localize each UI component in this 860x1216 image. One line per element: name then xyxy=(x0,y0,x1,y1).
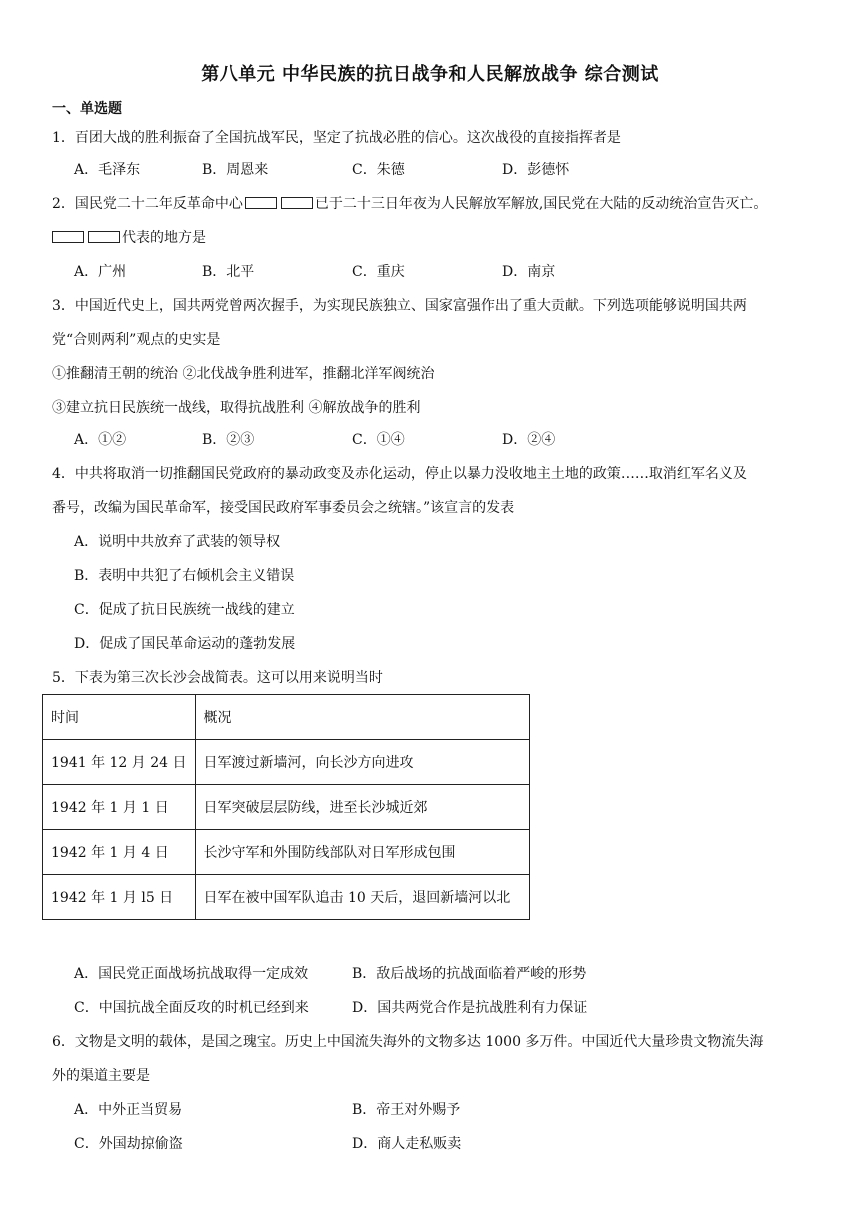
question-4-stem: 4．中共将取消一切推翻国民党政府的暴动政变及赤化运动，停止以暴力没收地主土地的政策……取消红军名义及 xyxy=(52,466,747,482)
table-header-row xyxy=(43,695,530,740)
q2-stem-part-c: 代表的地方是 xyxy=(122,230,206,246)
table-cell: 1941 年 12 月 24 日 xyxy=(43,740,196,785)
table-header-cell: 时间 xyxy=(43,695,196,740)
q5-option-c: C．中国抗战全面反攻的时机已经到来 xyxy=(74,1000,309,1016)
q4-option-c: C．促成了抗日民族统一战线的建立 xyxy=(74,602,295,618)
q2-option-b: B．北平 xyxy=(202,264,255,280)
q4-option-d: D．促成了国民革命运动的蓬勃发展 xyxy=(74,636,296,652)
blank-box xyxy=(281,197,313,209)
q4-option-a: A．说明中共放弃了武装的领导权 xyxy=(74,534,281,550)
question-3-stem: 3．中国近代史上，国共两党曾两次握手，为实现民族独立、国家富强作出了重大贡献。下列选项能够说明国共两 xyxy=(52,298,747,314)
battle-summary-table xyxy=(42,694,530,920)
q6-option-d: D．商人走私贩卖 xyxy=(352,1136,462,1152)
blank-box xyxy=(245,197,277,209)
table-cell: 1942 年 1 月 4 日 xyxy=(43,830,196,875)
table-header-cell: 概况 xyxy=(195,695,529,740)
table-cell: 日军在被中国军队追击 10 天后，退回新墙河以北 xyxy=(195,875,529,920)
table-row xyxy=(43,875,530,920)
table-cell: 1942 年 1 月 1 日 xyxy=(43,785,196,830)
question-2-stem-cont xyxy=(52,228,206,248)
table-cell: 日军突破层层防线，进至长沙城近郊 xyxy=(195,785,529,830)
q2-option-d: D．南京 xyxy=(502,264,556,280)
q2-stem-part-a: 2．国民党二十二年反革命中心 xyxy=(52,196,243,212)
question-5-stem: 5．下表为第三次长沙会战简表。这可以用来说明当时 xyxy=(52,670,383,686)
q1-option-c: C．朱德 xyxy=(352,162,405,178)
table-cell: 长沙守军和外围防线部队对日军形成包围 xyxy=(195,830,529,875)
blank-box xyxy=(88,231,120,243)
question-3-stem-cont: 党“合则两利”观点的史实是 xyxy=(52,332,221,348)
q3-statement-line-1: ①推翻清王朝的统治 ②北伐战争胜利进军，推翻北洋军阀统治 xyxy=(52,366,435,382)
table-row xyxy=(43,785,530,830)
q3-option-b: B．②③ xyxy=(202,432,255,448)
q6-option-a: A．中外正当贸易 xyxy=(74,1102,183,1118)
q5-option-b: B．敌后战场的抗战面临着严峻的形势 xyxy=(352,966,587,982)
q6-option-c: C．外国劫掠偷盗 xyxy=(74,1136,183,1152)
q3-option-c: C．①④ xyxy=(352,432,405,448)
q3-option-d: D．②④ xyxy=(502,432,556,448)
blank-box xyxy=(52,231,84,243)
q2-option-c: C．重庆 xyxy=(352,264,405,280)
q1-option-b: B．周恩来 xyxy=(202,162,269,178)
q2-stem-part-b: 已于二十三日年夜为人民解放军解放,国民党在大陆的反动统治宣告灭亡。 xyxy=(314,196,768,212)
q3-statement-line-2: ③建立抗日民族统一战线，取得抗战胜利 ④解放战争的胜利 xyxy=(52,400,421,416)
q4-option-b: B．表明中共犯了右倾机会主义错误 xyxy=(74,568,295,584)
question-6-stem: 6．文物是文明的载体，是国之瑰宝。历史上中国流失海外的文物多达 1000 多万件。中国近代大量珍贵文物流失海 xyxy=(52,1034,764,1050)
q2-option-a: A．广州 xyxy=(74,264,127,280)
question-6-stem-cont: 外的渠道主要是 xyxy=(52,1068,150,1084)
q6-option-b: B．帝王对外赐予 xyxy=(352,1102,461,1118)
table-cell: 日军渡过新墙河，向长沙方向进攻 xyxy=(195,740,529,785)
question-1-stem: 1．百团大战的胜利振奋了全国抗战军民，坚定了抗战必胜的信心。这次战役的直接指挥者是 xyxy=(52,130,621,146)
q1-option-d: D．彭德怀 xyxy=(502,162,570,178)
question-4-stem-cont: 番号，改编为国民革命军，接受国民政府军事委员会之统辖。”该宣言的发表 xyxy=(52,500,515,516)
section-heading: 一、单选题 xyxy=(52,101,122,117)
table-row xyxy=(43,740,530,785)
q5-option-a: A．国民党正面战场抗战取得一定成效 xyxy=(74,966,309,982)
table-row xyxy=(43,830,530,875)
question-2-stem xyxy=(52,194,767,214)
q5-option-d: D．国共两党合作是抗战胜利有力保证 xyxy=(352,1000,588,1016)
table-cell: 1942 年 1 月 l5 日 xyxy=(43,875,196,920)
q3-option-a: A．①② xyxy=(74,432,127,448)
q1-option-a: A．毛泽东 xyxy=(74,162,141,178)
page-title: 第八单元 中华民族的抗日战争和人民解放战争 综合测试 xyxy=(201,64,659,85)
